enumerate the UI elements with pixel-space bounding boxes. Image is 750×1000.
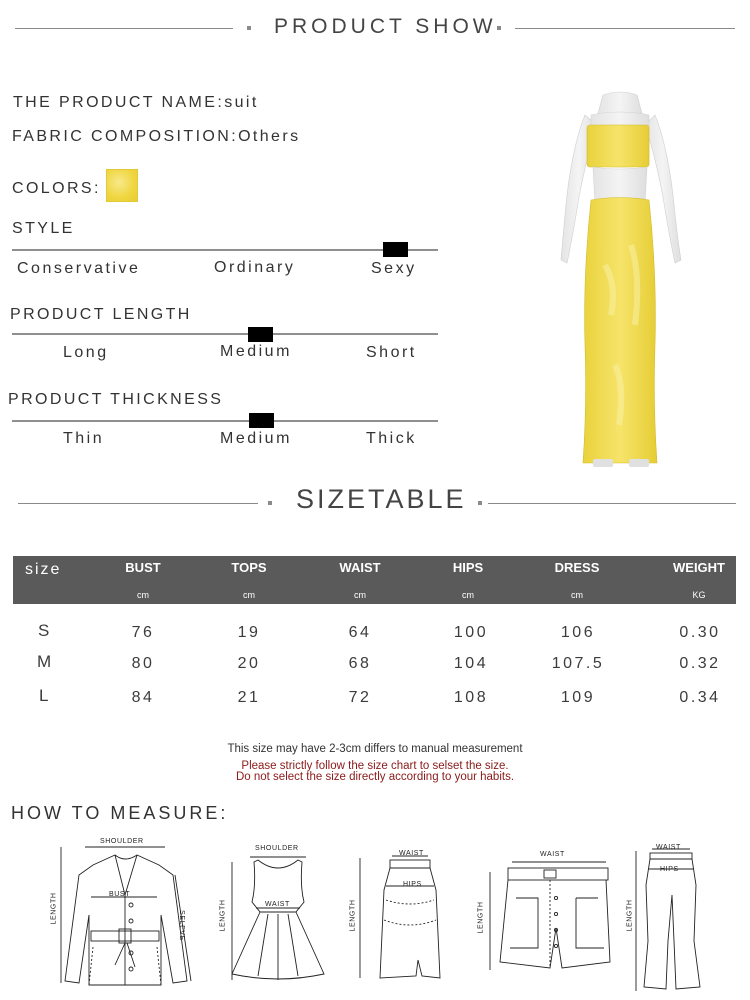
cell-hips: 100 — [453, 624, 489, 641]
style-option-conservative: Conservative — [17, 260, 141, 277]
cell-bust: 80 — [131, 655, 155, 672]
how-to-measure-title: HOW TO MEASURE: — [11, 803, 229, 823]
length-title: PRODUCT LENGTH — [10, 306, 192, 323]
measurement-note: This size may have 2-3cm differs to manual measurement — [227, 743, 523, 755]
cell-bust: 76 — [131, 624, 155, 641]
length-option-medium: Medium — [220, 343, 292, 360]
header-dot-right — [497, 26, 501, 30]
thickness-option-thick: Thick — [366, 430, 417, 447]
jacket-bust-label: BUST — [109, 891, 131, 898]
cell-hips: 108 — [453, 689, 489, 706]
style-scale-line — [12, 249, 438, 251]
fabric-label: FABRIC COMPOSITION: — [12, 128, 239, 145]
size-column-header: size — [25, 561, 62, 578]
cell-waist: 64 — [348, 624, 372, 641]
unit-weight: KG — [692, 590, 706, 600]
header-rule-left — [15, 28, 233, 29]
cell-weight: 0.30 — [679, 624, 721, 641]
sizetable-rule-right — [488, 503, 736, 504]
unit-bust: cm — [137, 590, 149, 600]
column-tops: TOPS — [231, 560, 267, 575]
color-swatch-yellow[interactable] — [106, 169, 138, 202]
unit-dress: cm — [571, 590, 583, 600]
thickness-scale-marker — [249, 413, 274, 428]
unit-waist: cm — [354, 590, 366, 600]
sizetable-dot-left — [268, 501, 272, 505]
skirt-waist-label: WAIST — [399, 850, 424, 857]
fabric-value: Others — [238, 128, 301, 145]
pants-waist-label: WAIST — [656, 844, 681, 851]
unit-hips: cm — [462, 590, 474, 600]
thickness-scale-line — [12, 420, 438, 422]
length-scale-marker — [248, 327, 273, 342]
fabric-composition — [12, 128, 300, 146]
sizetable-rule-left — [18, 503, 258, 504]
style-scale-marker — [383, 242, 408, 257]
thickness-title: PRODUCT THICKNESS — [8, 391, 224, 408]
column-hips: HIPS — [452, 560, 484, 575]
sizetable-title: SIZETABLE — [296, 484, 467, 514]
jacket-length-label: LENGTH — [50, 892, 58, 925]
size-warning-1: Please strictly follow the size chart to selset the size. — [241, 760, 509, 772]
column-weight: WEIGHT — [673, 560, 725, 575]
cell-hips: 104 — [453, 655, 489, 672]
cell-waist: 68 — [348, 655, 372, 672]
row-size: S — [38, 621, 50, 640]
dress-shoulder-label: SHOULDER — [255, 845, 299, 852]
skirt-diagram — [356, 850, 446, 985]
shorts-length-label: LENGTH — [477, 901, 485, 934]
cell-weight: 0.34 — [679, 689, 721, 706]
cell-tops: 21 — [237, 689, 261, 706]
length-option-long: Long — [63, 344, 109, 361]
jacket-sleeve-label: SELEVE — [177, 910, 185, 941]
shorts-diagram — [477, 858, 615, 973]
dress-waist-label: WAIST — [265, 901, 290, 908]
column-dress: DRESS — [554, 560, 600, 575]
pants-length-label: LENGTH — [626, 899, 634, 932]
column-waist: WAIST — [339, 560, 381, 575]
cell-tops: 20 — [237, 655, 261, 672]
style-option-ordinary: Ordinary — [214, 259, 296, 276]
cell-dress: 107.5 — [551, 655, 605, 672]
product-name — [13, 94, 259, 112]
pants-hips-label: HIPS — [660, 866, 679, 873]
dress-length-label: LENGTH — [219, 899, 227, 932]
cell-dress: 106 — [560, 624, 596, 641]
header-rule-right — [515, 28, 735, 29]
column-bust: BUST — [125, 560, 161, 575]
unit-tops: cm — [243, 590, 255, 600]
cell-weight: 0.32 — [679, 655, 721, 672]
thickness-option-medium: Medium — [220, 430, 292, 447]
row-size: M — [37, 652, 52, 671]
product-photo — [545, 85, 695, 470]
product-name-label: THE PRODUCT NAME: — [13, 94, 225, 111]
jacket-shoulder-label: SHOULDER — [100, 838, 144, 845]
cell-dress: 109 — [560, 689, 596, 706]
style-title: STYLE — [12, 220, 75, 237]
size-warning-2: Do not select the size directly according to your habits. — [235, 771, 515, 783]
style-option-sexy: Sexy — [371, 260, 417, 277]
header-dot-left — [247, 26, 251, 30]
cell-bust: 84 — [131, 689, 155, 706]
size-table-header — [13, 556, 736, 604]
length-scale-line — [12, 333, 438, 335]
product-show-title: PRODUCT SHOW — [274, 15, 497, 38]
shorts-waist-label: WAIST — [540, 851, 565, 858]
sizetable-dot-right — [478, 501, 482, 505]
cell-tops: 19 — [237, 624, 261, 641]
skirt-hips-label: HIPS — [403, 881, 422, 888]
length-option-short: Short — [366, 344, 417, 361]
row-size: L — [39, 686, 49, 705]
thickness-option-thin: Thin — [63, 430, 105, 447]
cell-waist: 72 — [348, 689, 372, 706]
product-name-value: suit — [224, 94, 259, 111]
colors-label: COLORS: — [12, 180, 101, 197]
dress-diagram — [228, 850, 328, 985]
skirt-length-label: LENGTH — [349, 899, 357, 932]
